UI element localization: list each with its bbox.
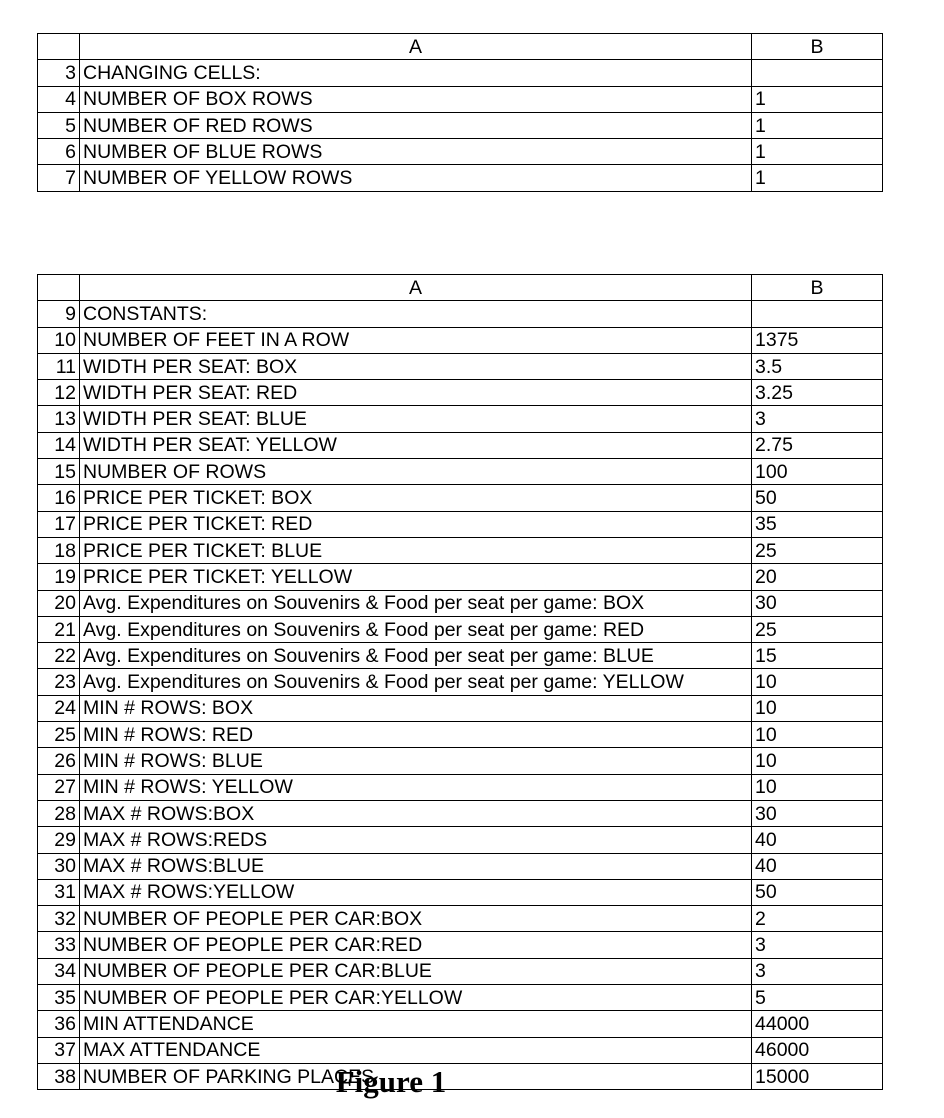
column-header-row [38, 34, 883, 60]
value-cell[interactable]: 100 [752, 459, 883, 485]
value-cell[interactable]: 35 [752, 511, 883, 537]
table-row [38, 800, 883, 826]
table-row [38, 432, 883, 458]
row-number[interactable]: 7 [38, 165, 80, 191]
row-number[interactable]: 32 [38, 906, 80, 932]
row-number[interactable]: 22 [38, 643, 80, 669]
label-cell[interactable]: NUMBER OF PEOPLE PER CAR:YELLOW [80, 985, 752, 1011]
label-cell[interactable]: Avg. Expenditures on Souvenirs & Food per seat per game: BLUE [80, 643, 752, 669]
value-cell[interactable]: 3 [752, 406, 883, 432]
table-row [38, 1037, 883, 1063]
corner-cell[interactable] [38, 275, 80, 301]
table-row [38, 827, 883, 853]
label-cell[interactable]: Avg. Expenditures on Souvenirs & Food per seat per game: YELLOW [80, 669, 752, 695]
column-header-a[interactable]: A [80, 275, 752, 301]
value-cell[interactable]: 50 [752, 879, 883, 905]
table-row [38, 643, 883, 669]
label-cell[interactable]: PRICE PER TICKET: RED [80, 511, 752, 537]
row-number[interactable]: 5 [38, 112, 80, 138]
table-row [38, 165, 883, 191]
label-cell[interactable]: NUMBER OF YELLOW ROWS [80, 165, 752, 191]
label-cell[interactable]: MAX # ROWS:BOX [80, 800, 752, 826]
table-row [38, 722, 883, 748]
row-number[interactable]: 6 [38, 139, 80, 165]
table-row [38, 985, 883, 1011]
label-cell[interactable]: PRICE PER TICKET: BLUE [80, 537, 752, 563]
row-number[interactable]: 16 [38, 485, 80, 511]
table-row [38, 564, 883, 590]
value-cell[interactable]: 10 [752, 774, 883, 800]
value-cell[interactable]: 1 [752, 86, 883, 112]
label-cell[interactable]: NUMBER OF PARKING PLACES [80, 1063, 752, 1089]
row-number[interactable]: 34 [38, 958, 80, 984]
value-cell[interactable]: 30 [752, 590, 883, 616]
table-row [38, 879, 883, 905]
row-number[interactable]: 20 [38, 590, 80, 616]
table-row [38, 958, 883, 984]
label-cell[interactable]: NUMBER OF PEOPLE PER CAR:BLUE [80, 958, 752, 984]
changing-cells-body [38, 34, 883, 192]
table-row [38, 511, 883, 537]
row-number[interactable]: 3 [38, 60, 80, 86]
label-cell[interactable]: NUMBER OF BOX ROWS [80, 86, 752, 112]
table-row [38, 112, 883, 138]
table-row [38, 139, 883, 165]
table-row [38, 853, 883, 879]
value-cell[interactable] [752, 301, 883, 327]
constants-body [38, 275, 883, 1090]
column-header-b[interactable]: B [752, 275, 883, 301]
table-row [38, 406, 883, 432]
row-number[interactable]: 30 [38, 853, 80, 879]
value-cell[interactable]: 44000 [752, 1011, 883, 1037]
table-row [38, 537, 883, 563]
table-row [38, 459, 883, 485]
value-cell[interactable]: 15 [752, 643, 883, 669]
table-row [38, 590, 883, 616]
table-row [38, 695, 883, 721]
value-cell[interactable]: 1 [752, 139, 883, 165]
row-number[interactable]: 26 [38, 748, 80, 774]
value-cell[interactable]: 10 [752, 669, 883, 695]
table-row [38, 932, 883, 958]
row-number[interactable]: 12 [38, 380, 80, 406]
label-cell[interactable]: MIN # ROWS: YELLOW [80, 774, 752, 800]
value-cell[interactable]: 15000 [752, 1063, 883, 1089]
table-row [38, 774, 883, 800]
label-cell[interactable]: NUMBER OF ROWS [80, 459, 752, 485]
section-label-cell[interactable]: CONSTANTS: [80, 301, 752, 327]
value-cell[interactable]: 1 [752, 112, 883, 138]
table-row [38, 748, 883, 774]
value-cell[interactable]: 10 [752, 695, 883, 721]
corner-cell[interactable] [38, 34, 80, 60]
constants-table [37, 274, 883, 1090]
label-cell[interactable]: WIDTH PER SEAT: YELLOW [80, 432, 752, 458]
value-cell[interactable] [752, 60, 883, 86]
table-row [38, 327, 883, 353]
value-cell[interactable]: 25 [752, 616, 883, 642]
value-cell[interactable]: 1375 [752, 327, 883, 353]
label-cell[interactable]: MIN ATTENDANCE [80, 1011, 752, 1037]
row-number[interactable]: 15 [38, 459, 80, 485]
table-row [38, 669, 883, 695]
section-row [38, 301, 883, 327]
section-label-cell[interactable]: CHANGING CELLS: [80, 60, 752, 86]
value-cell[interactable]: 10 [752, 748, 883, 774]
row-number[interactable]: 23 [38, 669, 80, 695]
row-number[interactable]: 13 [38, 406, 80, 432]
value-cell[interactable]: 3.25 [752, 380, 883, 406]
value-cell[interactable]: 3 [752, 932, 883, 958]
label-cell[interactable]: WIDTH PER SEAT: BOX [80, 353, 752, 379]
value-cell[interactable]: 5 [752, 985, 883, 1011]
row-number[interactable]: 24 [38, 695, 80, 721]
row-number[interactable]: 28 [38, 800, 80, 826]
value-cell[interactable]: 2.75 [752, 432, 883, 458]
row-number[interactable]: 29 [38, 827, 80, 853]
row-number[interactable]: 27 [38, 774, 80, 800]
value-cell[interactable]: 40 [752, 853, 883, 879]
label-cell[interactable]: NUMBER OF FEET IN A ROW [80, 327, 752, 353]
column-header-a[interactable]: A [80, 34, 752, 60]
row-number[interactable]: 18 [38, 537, 80, 563]
value-cell[interactable]: 46000 [752, 1037, 883, 1063]
table-row [38, 86, 883, 112]
row-number[interactable]: 17 [38, 511, 80, 537]
label-cell[interactable]: Avg. Expenditures on Souvenirs & Food per seat per game: BOX [80, 590, 752, 616]
section-row [38, 60, 883, 86]
label-cell[interactable]: MAX ATTENDANCE [80, 1037, 752, 1063]
row-number[interactable]: 31 [38, 879, 80, 905]
table-row [38, 1011, 883, 1037]
table-row [38, 616, 883, 642]
label-cell[interactable]: NUMBER OF BLUE ROWS [80, 139, 752, 165]
value-cell[interactable]: 40 [752, 827, 883, 853]
table-row [38, 906, 883, 932]
row-number[interactable]: 36 [38, 1011, 80, 1037]
label-cell[interactable]: MIN # ROWS: BLUE [80, 748, 752, 774]
value-cell[interactable]: 1 [752, 165, 883, 191]
value-cell[interactable]: 25 [752, 537, 883, 563]
label-cell[interactable]: MIN # ROWS: RED [80, 722, 752, 748]
row-number[interactable]: 19 [38, 564, 80, 590]
row-number[interactable]: 11 [38, 353, 80, 379]
label-cell[interactable]: MIN # ROWS: BOX [80, 695, 752, 721]
column-header-b[interactable]: B [752, 34, 883, 60]
label-cell[interactable]: PRICE PER TICKET: BOX [80, 485, 752, 511]
value-cell[interactable]: 3 [752, 958, 883, 984]
row-number[interactable]: 9 [38, 301, 80, 327]
value-cell[interactable]: 10 [752, 722, 883, 748]
label-cell[interactable]: NUMBER OF PEOPLE PER CAR:BOX [80, 906, 752, 932]
label-cell[interactable]: MAX # ROWS:YELLOW [80, 879, 752, 905]
changing-cells-table [37, 33, 883, 192]
row-number[interactable]: 21 [38, 616, 80, 642]
figure-caption: Figure 1 [335, 1064, 447, 1099]
value-cell[interactable]: 2 [752, 906, 883, 932]
row-number[interactable]: 25 [38, 722, 80, 748]
label-cell[interactable]: NUMBER OF PEOPLE PER CAR:RED [80, 932, 752, 958]
label-cell[interactable]: WIDTH PER SEAT: BLUE [80, 406, 752, 432]
label-cell[interactable]: MAX # ROWS:BLUE [80, 853, 752, 879]
row-number[interactable]: 14 [38, 432, 80, 458]
value-cell[interactable]: 3.5 [752, 353, 883, 379]
row-number[interactable]: 37 [38, 1037, 80, 1063]
value-cell[interactable]: 20 [752, 564, 883, 590]
table-row [38, 485, 883, 511]
row-number[interactable]: 33 [38, 932, 80, 958]
label-cell[interactable]: PRICE PER TICKET: YELLOW [80, 564, 752, 590]
table-row [38, 353, 883, 379]
label-cell[interactable]: WIDTH PER SEAT: RED [80, 380, 752, 406]
table-row [38, 380, 883, 406]
row-number[interactable]: 38 [38, 1063, 80, 1089]
row-number[interactable]: 35 [38, 985, 80, 1011]
label-cell[interactable]: Avg. Expenditures on Souvenirs & Food per seat per game: RED [80, 616, 752, 642]
label-cell[interactable]: NUMBER OF RED ROWS [80, 112, 752, 138]
label-cell[interactable]: MAX # ROWS:REDS [80, 827, 752, 853]
value-cell[interactable]: 30 [752, 800, 883, 826]
row-number[interactable]: 10 [38, 327, 80, 353]
column-header-row [38, 275, 883, 301]
row-number[interactable]: 4 [38, 86, 80, 112]
value-cell[interactable]: 50 [752, 485, 883, 511]
